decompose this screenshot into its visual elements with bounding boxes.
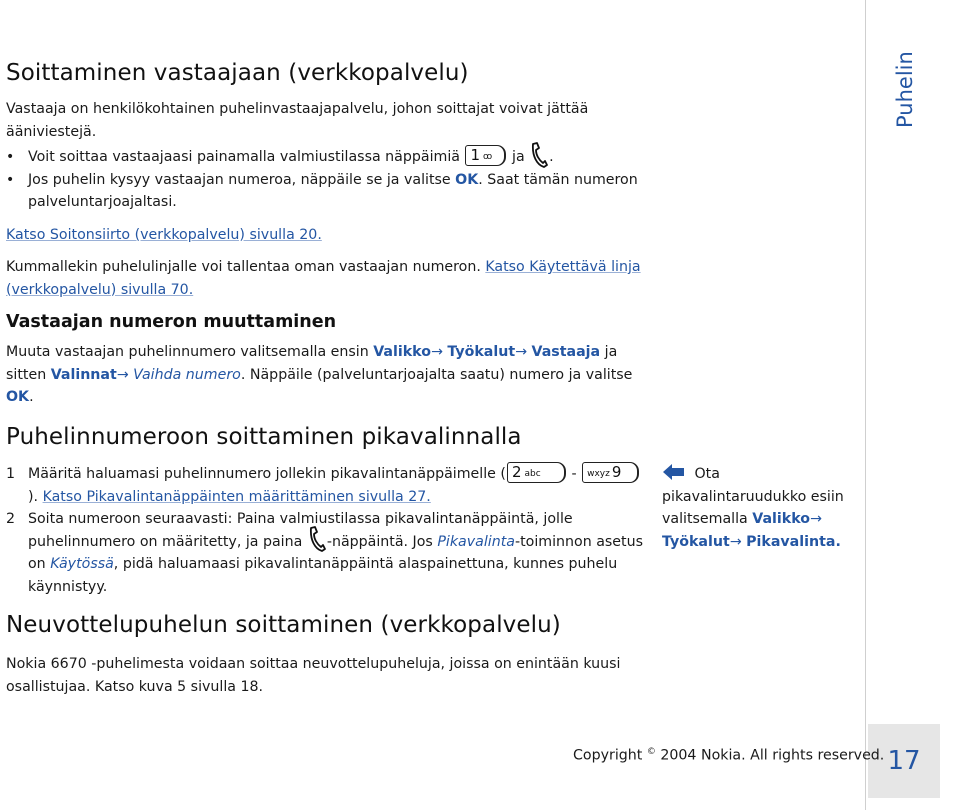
menu-path-valikko: Valikko: [373, 344, 431, 360]
arrow-icon: →: [116, 366, 129, 383]
copyright-notice: [573, 747, 884, 764]
section-title-speed-dial: Puhelinnumeroon soittaminen pikavalinnalla: [6, 424, 522, 450]
ok-softkey-label: OK: [455, 171, 479, 188]
tip-text: pikavalintaruudukko esiin valitsemalla: [662, 488, 844, 527]
arrow-icon: →: [515, 344, 528, 360]
tip-text: .: [835, 533, 841, 550]
section-title-voicemail: Soittaminen vastaajaan (verkkopalvelu): [6, 60, 469, 86]
step-item: [6, 508, 646, 598]
bullet-item: [6, 169, 646, 214]
step-text: ).: [28, 488, 43, 505]
key-2-icon: 2 abc: [507, 462, 566, 483]
arrow-icon: →: [810, 511, 822, 527]
step-text: Soita numeroon seuraavasti: Paina valmiustilassa pikavalintanäppäintä, jolle puhelinnumero on määritetty, ja paina: [28, 511, 573, 550]
margin-divider: [865, 0, 866, 810]
menu-path-tyokalut: Työkalut: [447, 344, 516, 360]
link-call-divert[interactable]: Katso Soitonsiirto (verkkopalvelu) sivulla 20.: [6, 227, 322, 243]
step-text: -toiminnon asetus on: [28, 533, 643, 572]
link-speed-dial-assign[interactable]: Katso Pikavalintanäppäinten määrittäminen sivulla 27.: [42, 488, 431, 505]
arrow-icon: →: [729, 533, 742, 550]
step-text: -näppäintä. Jos: [326, 533, 438, 550]
step-number: 1: [6, 466, 16, 482]
line-paragraph: [6, 256, 646, 301]
chapter-side-title: Puhelin: [893, 51, 917, 128]
bullet-text: . Saat tämän numeron palveluntarjoajaltasi.: [28, 171, 638, 210]
speed-dial-steps: [6, 463, 646, 598]
change-number-paragraph: [6, 341, 646, 409]
menu-path-vaihda-numero: Vaihda numero: [133, 366, 241, 383]
bullet-text: ja: [512, 149, 525, 165]
bullet-dot: •: [6, 171, 15, 188]
step-text: Määritä haluamasi puhelinnumero jollekin pikavalintanäppäimelle (: [28, 466, 506, 482]
section-title-change-number: Vastaajan numeron muuttaminen: [6, 312, 337, 332]
step-item: [6, 463, 646, 508]
menu-path-valinnat: Valinnat: [50, 366, 117, 383]
step-number: 2: [6, 511, 16, 527]
bullet-item: [6, 146, 646, 169]
key-9-icon: wxyz 9: [582, 462, 639, 483]
paragraph-text: .: [29, 389, 34, 405]
menu-path-tyokalut: Työkalut: [662, 533, 730, 550]
page-number: 17: [868, 724, 940, 798]
copyright-symbol: ©: [646, 747, 656, 757]
line-paragraph-text: Kummallekin puhelulinjalle voi tallentaa oman vastaajan numeron.: [6, 259, 486, 275]
call-key-icon: [530, 142, 548, 168]
conference-call-paragraph: Nokia 6670 -puhelimesta voidaan soittaa neuvottelupuheluja, joissa on enintään kuusi osallistujaa. Katso kuva 5 sivulla 18.: [6, 656, 621, 695]
call-key-icon: [308, 526, 326, 552]
bullet-list: [6, 146, 646, 214]
setting-name: Pikavalinta: [437, 533, 515, 550]
step-text: , pidä haluamaasi pikavalintanäppäintä alaspainettuna, kunnes puhelu käynnistyy.: [28, 556, 618, 595]
tip-box: [662, 463, 857, 553]
copyright-text: 2004 Nokia. All rights reserved.: [655, 747, 885, 764]
paragraph-text: Muuta vastaajan puhelinnumero valitsemalla ensin: [6, 344, 374, 360]
copyright-text: Copyright: [573, 747, 647, 764]
paragraph-text: . Näppäile (palveluntarjoajalta saatu) numero ja valitse: [240, 366, 633, 383]
tip-text: Ota: [694, 466, 720, 482]
bullet-dot: •: [6, 149, 15, 165]
link-line-in-use[interactable]: Katso Käytettävä linja (verkkopalvelu) sivulla 70.: [6, 259, 641, 298]
step-text: -: [566, 466, 582, 482]
voicemail-intro: Vastaaja on henkilökohtainen puhelinvastaajapalvelu, johon soittajat voivat jättää ääniviestejä.: [6, 101, 589, 140]
bullet-text: Voit soittaa vastaajaasi painamalla valmiustilassa näppäimiä: [28, 149, 460, 165]
menu-path-vastaaja: Vastaaja: [531, 344, 601, 360]
key-1-icon: 1 ꝏ: [465, 145, 506, 166]
menu-path-valikko: Valikko: [752, 511, 811, 527]
bullet-text: Jos puhelin kysyy vastaajan numeroa, näppäile se ja valitse: [28, 171, 456, 188]
bullet-text: .: [549, 149, 554, 165]
setting-value: Käytössä: [50, 556, 114, 572]
menu-path-pikavalinta: Pikavalinta: [746, 533, 836, 550]
ok-softkey-label: OK: [6, 389, 30, 405]
paragraph-text: ja sitten: [6, 344, 618, 383]
arrow-icon: →: [430, 344, 443, 360]
section-title-conference-call: Neuvottelupuhelun soittaminen (verkkopalvelu): [6, 612, 561, 638]
tip-arrow-icon: [662, 463, 686, 481]
